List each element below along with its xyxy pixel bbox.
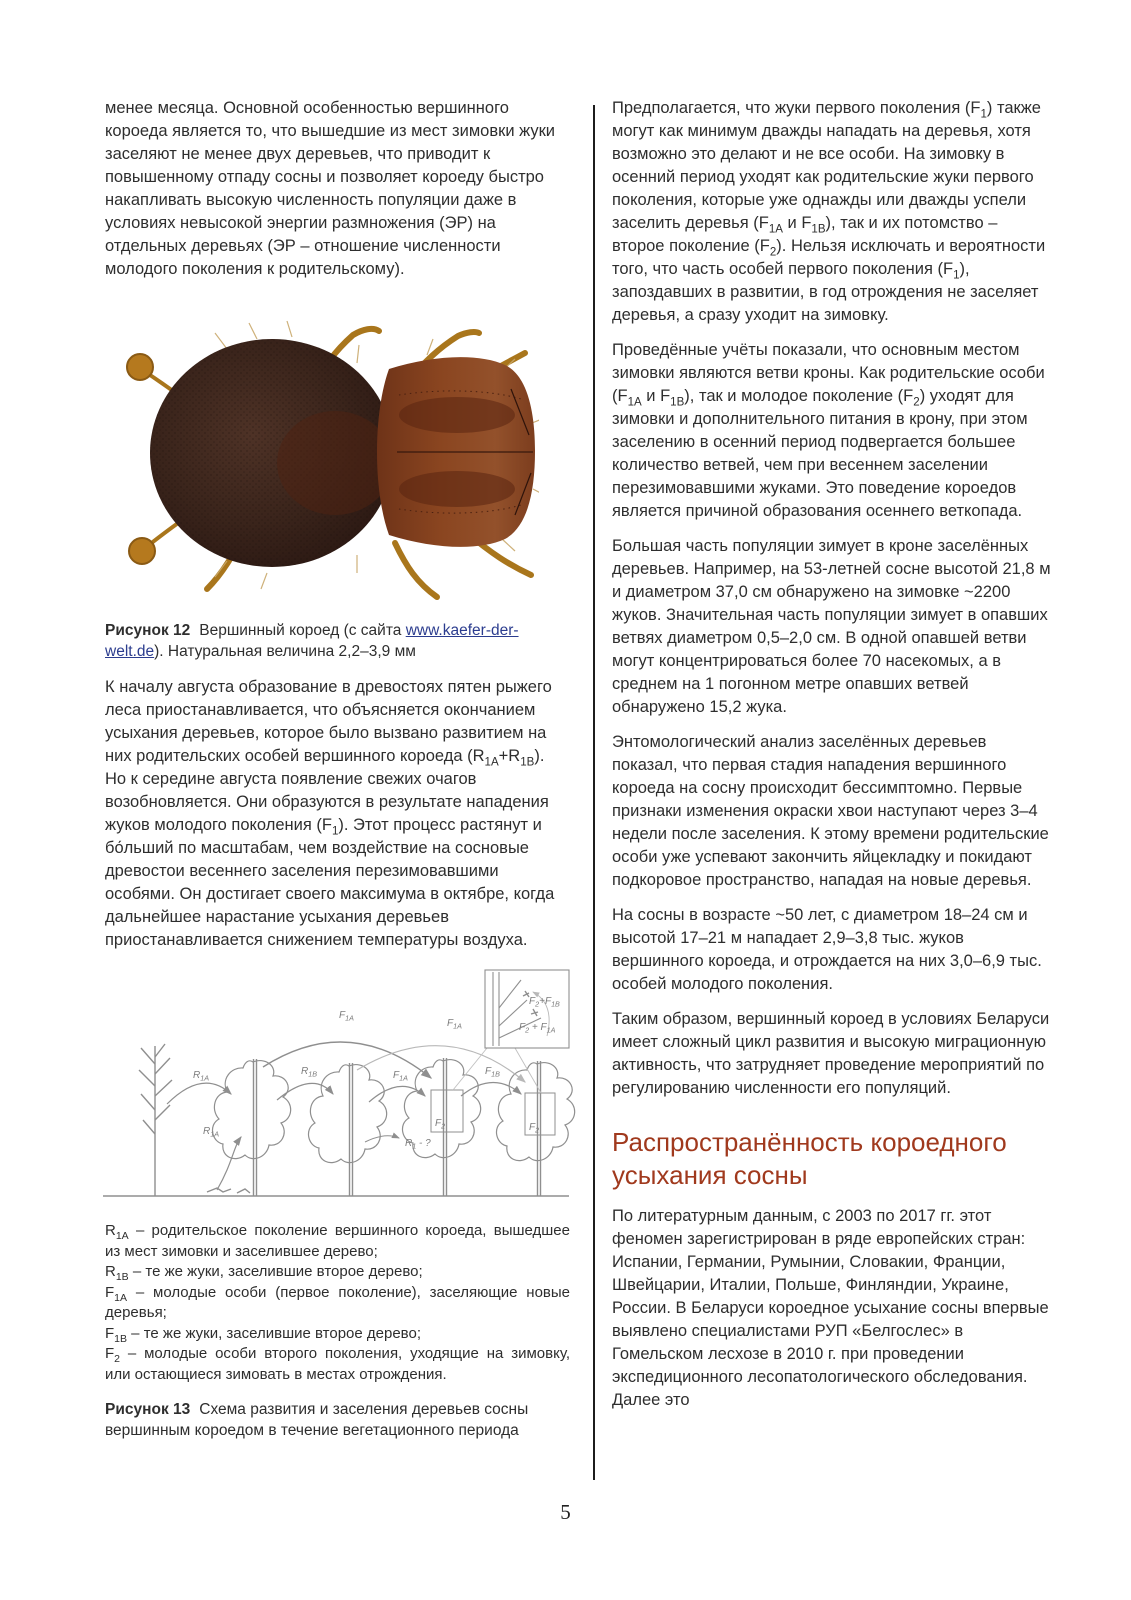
- paragraph: Большая часть популяции зимует в кроне заселённых деревьев. Например, на 53-летней сосне высотой 21,8 м и диаметром 37,0 см обнаружено на зимовке ~2200 жуков. Значительная часть популяции зимует в опавших ветвях диаметром 0,5–2,0 см. В одной опавшей ветви могут концентрироваться более 70 насекомых, а в среднем на 1 погонном метре опавших ветвей обнаружено 15,2 жука.: [612, 537, 1051, 716]
- figure12-caption-text: Вершинный короед (с сайта: [199, 622, 406, 639]
- legend-item: $R_{1B}$ – те же жуки, заселившие второе дерево;: [105, 1263, 423, 1283]
- diagram-inset: [485, 970, 569, 1048]
- legend-item: $F_{1B}$ – те же жуки, заселившие второе дерево;: [105, 1324, 421, 1345]
- figure13-label: Рисунок 13: [105, 1401, 191, 1418]
- fallen-twig: [207, 1188, 231, 1192]
- paragraph: Проведённые учёты показали, что основным местом зимовки являются ветви кроны. Как родительские особи ($F_{1A}$ и $F_{1B}$), так и молодое поколение $(F_2)$ уходят для зимовки и дополнительного питания в крону, при этом заселению в осенний период подвергается большее количество ветвей, чем при весеннем заселении перезимовавшими жуками. Это поведение короедов является причиной образования осеннего веткопада.: [612, 341, 1045, 520]
- right-column: [612, 97, 1054, 1424]
- dead-tree: [139, 1044, 172, 1196]
- legend-item: $R_{1A}$ – родительское поколение вершинного короеда, вышедшее из мест зимовки и заселившее дерево;: [105, 1222, 570, 1260]
- figure12-caption: [105, 620, 570, 662]
- diagram-label-r1-question: $R_1$ - ?: [405, 1138, 431, 1151]
- figure13-caption-text: Схема развития и заселения деревьев сосны вершинным короедом в течение вегетационного периода: [105, 1401, 529, 1439]
- diagram-label-f2-tree4: $F_2$: [435, 1118, 446, 1131]
- figure12-caption-text-after: ). Натуральная величина 2,2–3,9 мм: [154, 643, 416, 660]
- diagram-label-f1a-long: $F_{1A}$: [339, 1010, 354, 1023]
- figure13-caption: [105, 1399, 570, 1441]
- figure13-image: [95, 964, 570, 1219]
- figure12-label: Рисунок 12: [105, 622, 191, 639]
- paragraph: Предполагается, что жуки первого поколения $(F_1)$ также могут как минимум дважды нападать на деревья, хотя возможно это делают и не все особи. На зимовку в осенний период уходят как родительские жуки первого поколения, которые уже однажды или дважды успели заселить деревья ($F_{1A}$ и $F_{1B}$), так и их потомство – второе поколение $(F_2)$. Нельзя исключать и вероятности того, что часть особей первого поколения $(F_1)$, запоздавших в развитии, в год отрождения не заселяет деревья, а сразу уходит на зимовку.: [612, 99, 1046, 324]
- section-heading: Распространённость короедного усыхания сосны: [612, 1127, 1007, 1190]
- diagram-label-r1a-ground: $R_{1A}$: [203, 1126, 220, 1139]
- figure12-image: [107, 293, 570, 616]
- figure13-legend: [105, 1221, 570, 1385]
- legend-item: $F_{1A}$ – молодые особи (первое поколение), заселяющие новые деревья;: [105, 1283, 570, 1321]
- fallen-twig: [237, 1189, 250, 1193]
- paragraph: менее месяца. Основной особенностью вершинного короеда является то, что вышедшие из мест зимовки жуки заселяют не менее двух деревьев, что приводит к повышенному отпаду сосны и позволяет короеду быстро накапливать высокую численность популяции даже в условиях невысокой энергии размножения (ЭР) на отдельных деревьях (ЭР – отношение численности молодого поколения к родительскому).: [105, 99, 556, 278]
- paragraph: К началу августа образование в древостоях пятен рыжего леса приостанавливается, что объясняется окончанием усыхания деревьев, которое было вызвано развитием на них родительских особей вершинного короеда $(R_{1A}+R_{1B})$. Но к середине августа появление свежих очагов возобновляется. Они образуются в результате нападения жуков молодого поколения $(F_1)$. Этот процесс растянут и бо́льший по масштабам, чем воздействие на сосновые древостои весеннего заселения перезимовавшими особями. Он достигает своего максимума в октябре, когда дальнейшее нарастание усыхания деревьев приостанавливается снижением температуры воздуха.: [105, 678, 555, 949]
- beetle-pronotum: [150, 339, 394, 567]
- diagram-label-inset-bottom: $F_2 + F_{1A}$: [519, 1022, 556, 1035]
- diagram-label-f2-tree5: $F_2$: [529, 1122, 540, 1135]
- diagram-label-r1a-top: $R_{1A}$: [193, 1070, 210, 1083]
- diagram-label-inset-top: $F_2+F_{1B}$: [529, 996, 560, 1009]
- tree-3: [308, 1063, 386, 1196]
- diagram-label-r1b: $R_{1B}$: [301, 1066, 318, 1079]
- legend-item: $F_2$ – молодые особи второго поколения, уходящие на зимовку, или остающиеся зимовать в местах отрождения.: [105, 1345, 570, 1383]
- page-number: 5: [560, 1500, 571, 1524]
- paragraph: По литературным данным, с 2003 по 2017 гг. этот феномен зарегистрирован в ряде европейских стран: Испании, Германии, Румынии, Словакии, Франции, Швейцарии, Италии, Польше, Финляндии, Украине, России. В Беларуси короедное усыхание сосны впервые выявлено специалистами РУП «Белгослес» в Гомельском лесхозе в 2010 г. при проведении экспедиционного лесопатологического обследования. Далее это: [612, 1207, 1049, 1409]
- diagram-label-f1a-short: $F_{1A}$: [393, 1070, 408, 1083]
- figure12-source-link[interactable]: www.kaefer-der-welt.de: [105, 622, 519, 660]
- diagram-label-f1b: $F_{1B}$: [485, 1066, 500, 1079]
- beetle-photo: [107, 293, 539, 611]
- column-divider: [593, 105, 595, 1480]
- paragraph: Энтомологический анализ заселённых деревьев показал, что первая стадия нападения вершинного короеда на сосну происходит бессимптомно. Первые признаки изменения окраски хвои наступают через 3–4 недели после заселения. К этому времени родительские особи уже успевают закончить яйцекладку и покидают подкоровое пространство, нападая на новые деревья.: [612, 733, 1049, 889]
- diagram-label-f1a-long2: $F_{1A}$: [447, 1018, 462, 1031]
- paragraph: Таким образом, вершинный короед в условиях Беларуси имеет сложный цикл развития и высокую миграционную активность, что затрудняет проведение мероприятий по регулированию численности его популяций.: [612, 1010, 1050, 1097]
- beetle-elytra: [377, 357, 535, 547]
- left-column: [105, 97, 570, 1455]
- development-scheme-diagram: [95, 964, 577, 1214]
- paragraph: На сосны в возрасте ~50 лет, с диаметром 18–24 см и высотой 17–21 м нападает 2,9–3,8 тыс. жуков вершинного короеда, и отрождается на них 3,0–6,9 тыс. особей молодого поколения.: [612, 906, 1042, 993]
